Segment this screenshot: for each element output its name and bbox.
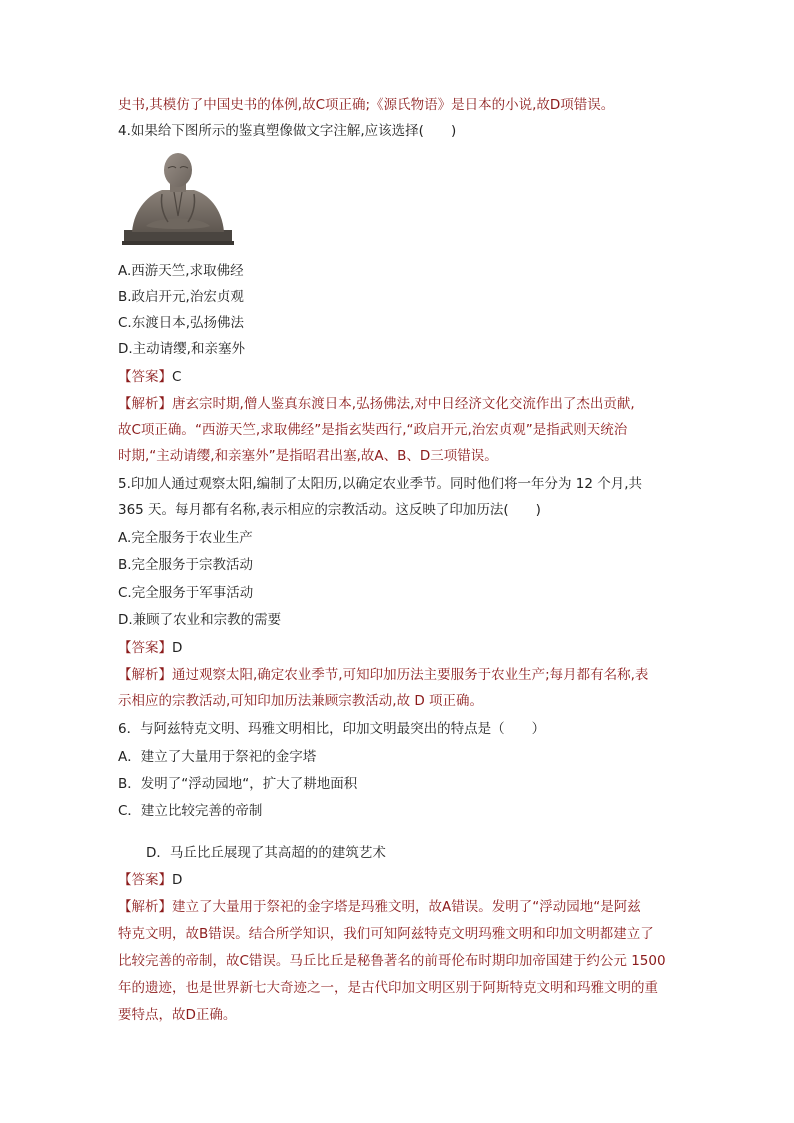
q6-option-d: D．马丘比丘展现了其高超的的建筑艺术 <box>146 845 386 861</box>
jianzhen-statue-image <box>122 146 234 246</box>
q5-option-c: C.完全服务于军事活动 <box>118 585 254 601</box>
q6-explanation-line-2: 特克文明，故B错误。结合所学知识，我们可知阿兹特克文明玛雅文明和印加文明都建立了 <box>118 926 654 942</box>
q4-option-d: D.主动请缨,和亲塞外 <box>118 341 245 357</box>
q6-explanation-line-4: 年的遗迹，也是世界新七大奇迹之一，是古代印加文明区别于阿斯特克文明和玛雅文明的重 <box>118 980 658 996</box>
q4-explanation-line-2: 故C项正确。“西游天竺,求取佛经”是指玄奘西行,“政启开元,治宏贞观”是指武则天统治 <box>118 422 628 438</box>
q6-explanation-line-3: 比较完善的帝制，故C错误。马丘比丘是秘鲁著名的前哥伦布时期印加帝国建于约公元 1500 <box>118 953 666 969</box>
q5-option-b: B.完全服务于宗教活动 <box>118 557 254 573</box>
q4-option-a: A.西游天竺,求取佛经 <box>118 263 244 279</box>
q6-explanation-line-5: 要特点，故D正确。 <box>118 1007 237 1023</box>
q4-option-b: B.政启开元,治宏贞观 <box>118 289 244 305</box>
q6-answer: 【答案】D <box>118 872 183 888</box>
q4-explanation-line-1: 【解析】唐玄宗时期,僧人鉴真东渡日本,弘扬佛法,对中日经济文化交流作出了杰出贡献, <box>118 396 635 412</box>
q4-option-c: C.东渡日本,弘扬佛法 <box>118 315 245 331</box>
q4-explanation-line-3: 时期,“主动请缨,和亲塞外”是指昭君出塞,故A、B、D三项错误。 <box>118 448 498 464</box>
question-5-stem-line-1: 5.印加人通过观察太阳,编制了太阳历,以确定农业季节。同时他们将一年分为 12 个月,共 <box>118 476 643 492</box>
q5-explanation-line-1: 【解析】通过观察太阳,确定农业季节,可知印加历法主要服务于农业生产;每月都有名称,表 <box>118 667 649 683</box>
q6-option-c: C．建立比较完善的帝制 <box>118 803 263 819</box>
question-4-stem: 4.如果给下图所示的鉴真塑像做文字注解,应该选择( ) <box>118 123 457 139</box>
q5-explanation-line-2: 示相应的宗教活动,可知印加历法兼顾宗教活动,故 D 项正确。 <box>118 693 484 709</box>
q6-explanation-line-1: 【解析】建立了大量用于祭祀的金字塔是玛雅文明，故A错误。发明了“浮动园地“是阿兹 <box>118 899 641 915</box>
prev-explanation-tail: 史书,其模仿了中国史书的体例,故C项正确;《源氏物语》是日本的小说,故D项错误。 <box>118 97 615 113</box>
q6-option-b: B．发明了“浮动园地“，扩大了耕地面积 <box>118 776 358 792</box>
q5-option-d: D.兼顾了农业和宗教的需要 <box>118 612 282 628</box>
q4-answer: 【答案】C <box>118 369 182 385</box>
q5-answer: 【答案】D <box>118 640 183 656</box>
q5-option-a: A.完全服务于农业生产 <box>118 530 253 546</box>
question-5-stem-line-2: 365 天。每月都有名称,表示相应的宗教活动。这反映了印加历法( ) <box>118 502 541 518</box>
q6-option-a: A．建立了大量用于祭祀的金字塔 <box>118 749 317 765</box>
question-6-stem: 6．与阿兹特克文明、玛雅文明相比，印加文明最突出的特点是（ ） <box>118 721 546 737</box>
